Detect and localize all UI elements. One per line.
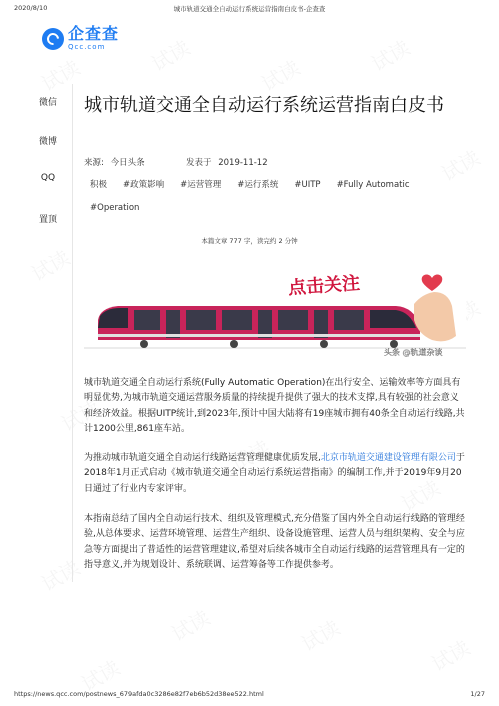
tag-item[interactable]: #Fully Automatic (336, 180, 410, 190)
article-title: 城市轨道交通全自动运行系统运营指南白皮书 (84, 95, 444, 116)
watermark (295, 612, 344, 657)
share-side-nav (33, 95, 63, 251)
tag-item[interactable]: #Operation (90, 203, 140, 213)
published-date: 2019-11-12 (218, 158, 268, 168)
paragraph-2 (84, 451, 466, 497)
share-wechat-button[interactable]: 微信 (38, 98, 57, 108)
back-to-top-button[interactable]: 置顶 (38, 215, 57, 225)
watermark (425, 632, 474, 677)
tag-list (84, 176, 464, 222)
tag-item[interactable]: 积极 (90, 180, 108, 190)
logo-name-cn: 企查查 (68, 24, 120, 43)
source-label: 来源: (84, 158, 104, 168)
qcc-logo-icon (42, 28, 64, 50)
site-logo[interactable] (42, 26, 119, 51)
watermark (365, 32, 414, 77)
tag-item[interactable]: #运营管理 (180, 180, 222, 190)
tag-item[interactable]: #运行系统 (237, 180, 279, 190)
paragraph-1: 城市轨道交通全自动运行系统(Fully Automatic Operation)在出行安全、运输效率等方面具有明显优势,为城市轨道交通运营服务质量的持续提升提供了强大的技术支撑,具有较强的社会意义和经济效益。根据UITP统计,到2023年,预计中国大陆将有19座城市拥有40条全自动运行线路,共计1200公里,861座车站。 (84, 378, 465, 434)
follow-overlay-text: 点击关注 (287, 272, 361, 299)
article-meta (84, 156, 272, 168)
watermark (35, 52, 84, 97)
image-caption: 头条 @轨道杂谈 (384, 348, 443, 357)
paragraph-3: 本指南总结了国内全自动运行技术、组织及管理模式,充分借鉴了国内外全自动运行线路的管理经验,从总体要求、运营环境管理、运营生产组织、设备设施管理、运营人员与组织架构、安全与应急等方面提出了普适性的运营管理建议,希望对后续各城市全自动运行线路的运营管理具有一定的指导意义,并为规划设计、系统联调、运营筹备等工作提供参考。 (84, 514, 465, 570)
paragraph-2-lead: 为推动城市轨道交通全自动运行线路运营管理健康优质发展, (84, 453, 321, 463)
paragraph-2-rest: 于2018年1月正式启动《城市轨道交通全自动运行系统运营指南》的编制工作,并于2019年9月20日通过了行业内专家评审。 (84, 453, 465, 494)
print-url: https://news.qcc.com/postnews_679afda0c3286e82f7eb6b52d38ee522.html (14, 690, 264, 698)
tag-item[interactable]: #政策影响 (123, 180, 165, 190)
company-link[interactable]: 北京市轨道交通建设管理有限公司 (320, 453, 456, 463)
share-weibo-button[interactable]: 微博 (38, 137, 57, 147)
watermark (255, 52, 304, 97)
watermark (35, 552, 84, 597)
tram-image (84, 256, 466, 360)
print-page-number: 1/27 (470, 690, 485, 698)
tag-item[interactable]: #UITP (294, 180, 321, 190)
print-date: 2020/8/10 (14, 4, 48, 12)
published-label: 发表于 (186, 158, 212, 168)
watermark (165, 602, 214, 647)
watermark (145, 32, 194, 77)
print-doc-title: 城市轨道交通全自动运行系统运营指南白皮书-企查查 (173, 5, 326, 13)
print-header (0, 2, 499, 14)
print-footer (0, 690, 499, 700)
logo-name-en: Qcc.com (68, 43, 106, 51)
share-qq-button[interactable]: QQ (40, 173, 56, 183)
source-name: 今日头条 (110, 158, 145, 168)
divider (72, 84, 73, 582)
read-stats: 本篇文章 777 字，读完约 2 分钟 (201, 237, 298, 245)
